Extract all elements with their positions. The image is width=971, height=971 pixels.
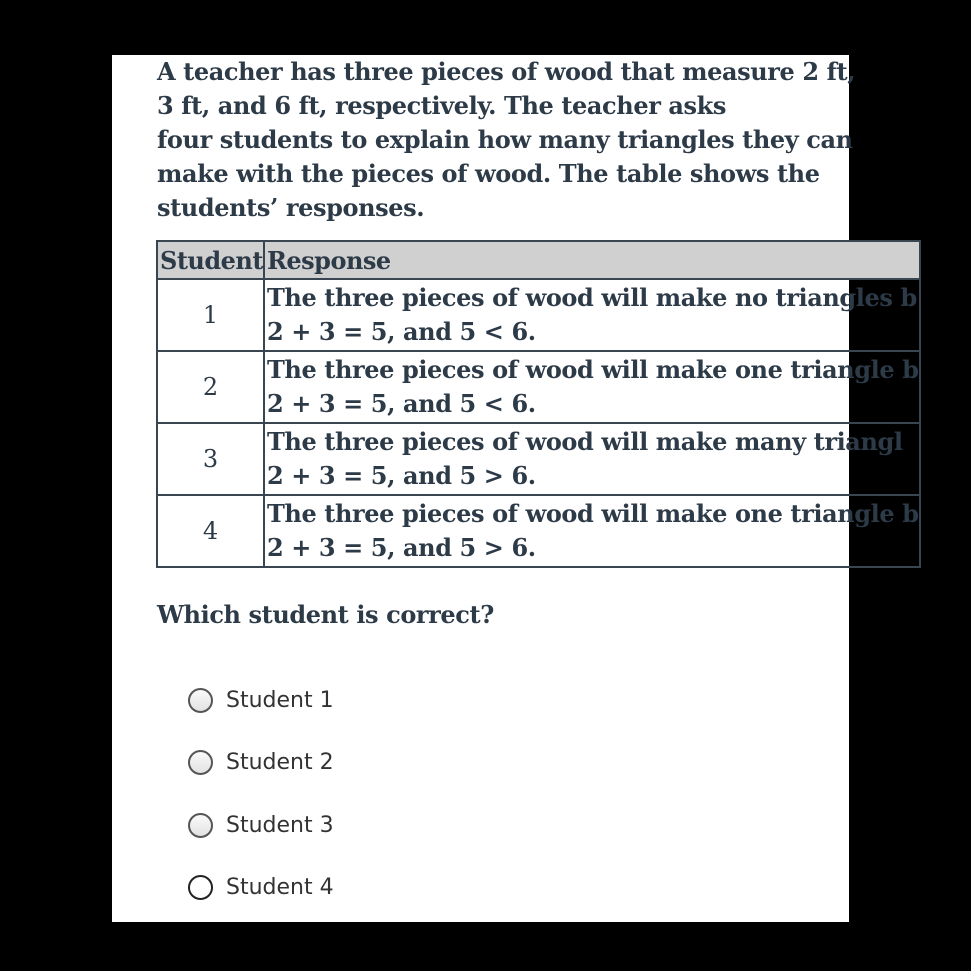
- option-label: Student 2: [226, 750, 334, 775]
- option-student-3[interactable]: [188, 807, 334, 843]
- table-row: [157, 351, 920, 423]
- question-line: make with the pieces of wood. The table shows the: [157, 159, 820, 188]
- question-line: A teacher has three pieces of wood that measure 2 ft,: [157, 57, 856, 86]
- question-screen: [112, 55, 919, 922]
- response-cell: [264, 279, 920, 351]
- radio-button[interactable]: [188, 813, 213, 838]
- question-line: students’ responses.: [157, 193, 425, 222]
- question-line: four students to explain how many triangles they can: [157, 125, 853, 154]
- table-row: [157, 495, 920, 567]
- option-label: Student 1: [226, 687, 334, 713]
- column-header-student: Student: [157, 241, 264, 279]
- table-header-row: [157, 241, 920, 279]
- response-equation: 2 + 3 = 5, and 5 > 6.: [266, 461, 536, 490]
- student-number-cell: 4: [157, 495, 264, 567]
- radio-button[interactable]: [188, 688, 213, 713]
- responses-table-container: [156, 240, 919, 570]
- option-label: Student 3: [226, 812, 334, 838]
- response-cell: [264, 423, 920, 495]
- responses-table: [156, 240, 921, 568]
- response-equation: 2 + 3 = 5, and 5 > 6.: [266, 533, 536, 562]
- column-header-response: Response: [264, 241, 920, 279]
- response-cell: [264, 495, 920, 567]
- option-student-4[interactable]: [188, 870, 334, 906]
- option-student-1[interactable]: [188, 682, 334, 718]
- table-row: [157, 423, 920, 495]
- option-student-2[interactable]: [188, 745, 334, 781]
- question-line: 3 ft, and 6 ft, respectively. The teacher asks: [157, 91, 726, 120]
- response-equation: 2 + 3 = 5, and 5 < 6.: [266, 389, 536, 418]
- student-number-cell: 1: [157, 279, 264, 351]
- table-row: [157, 279, 920, 351]
- radio-button[interactable]: [188, 875, 213, 900]
- question-text: [157, 55, 856, 225]
- student-number-cell: 2: [157, 351, 264, 423]
- student-number-cell: 3: [157, 423, 264, 495]
- answer-options: [188, 682, 334, 932]
- response-equation: 2 + 3 = 5, and 5 < 6.: [266, 317, 536, 346]
- response-line: The three pieces of wood will make one triangle b: [266, 355, 919, 384]
- response-line: The three pieces of wood will make no triangles b: [266, 283, 917, 312]
- question-prompt: Which student is correct?: [157, 600, 494, 629]
- option-label: Student 4: [226, 875, 334, 900]
- response-line: The three pieces of wood will make one triangle b: [266, 499, 919, 528]
- radio-button[interactable]: [188, 750, 213, 775]
- response-cell: [264, 351, 920, 423]
- response-line: The three pieces of wood will make many triangl: [266, 427, 903, 456]
